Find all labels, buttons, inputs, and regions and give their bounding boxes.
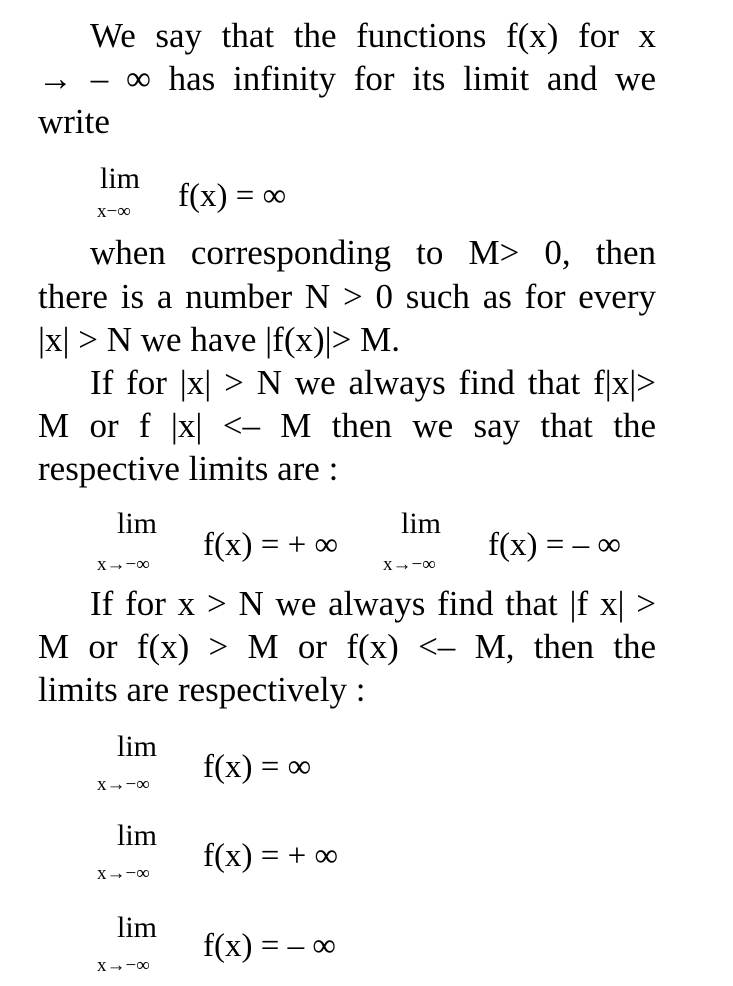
lim-subscript: x→−∞ [383,554,436,575]
paragraph-1-line-1: We say that the functions f(x) for x [90,16,656,55]
lim-label: lim [100,162,141,195]
lim-expression: f(x) = ∞ [203,749,312,785]
paragraph-3-line-3: respective limits are : [38,449,339,488]
paragraph-1-line-3: write [38,102,110,141]
paragraph-2-line-2: there is a number N > 0 such as for every [38,277,656,316]
lim-subscript: x→−∞ [97,554,150,575]
paragraph-4-line-2: M or f(x) > M or f(x) <– M, then the [38,627,656,666]
lim-expression: f(x) = – ∞ [488,527,621,563]
lim-label: lim [117,911,158,944]
lim-subscript: x→−∞ [97,955,150,976]
lim-subscript: x→−∞ [97,863,150,884]
lim-subscript: x−∞ [97,201,131,222]
lim-subscript: x→−∞ [97,774,150,795]
paragraph-4-line-3: limits are respectively : [38,670,366,709]
paragraph-4-line-1: If for x > N we always find that |f x| > [90,584,656,623]
paragraph-2-line-1: when corresponding to M> 0, then [90,233,656,272]
paragraph-2-line-3: |x| > N we have |f(x)|> M. [38,320,400,359]
lim-expression: f(x) = – ∞ [203,928,336,964]
lim-label: lim [117,730,158,763]
paragraph-3-line-2: M or f |x| <– M then we say that the [38,406,656,445]
lim-expression: f(x) = + ∞ [203,527,338,563]
lim-label: lim [117,507,158,540]
lim-label: lim [117,819,158,852]
lim-expression: f(x) = ∞ [178,178,287,214]
paragraph-1-line-2: → – ∞ has infinity for its limit and we [38,59,656,98]
paragraph-3-line-1: If for |x| > N we always find that f|x|> [90,363,656,402]
lim-label: lim [401,507,442,540]
lim-expression: f(x) = + ∞ [203,838,338,874]
